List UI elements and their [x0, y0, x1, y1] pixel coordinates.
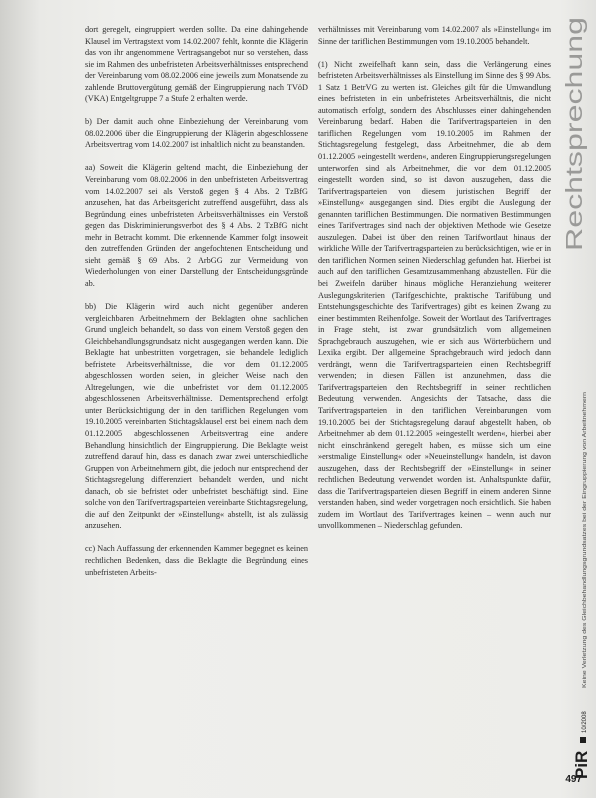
issue-label: 10/2008: [582, 711, 588, 733]
paragraph: b) Der damit auch ohne Einbeziehung der Vereinbarung vom 08.02.2006 über die Eingruppierung der Klägerin abgeschlossene Arbeitsvertrag vom 14.02.2007 ist inhaltlich nicht zu beanstanden.: [85, 117, 308, 150]
paragraph: dort geregelt, eingruppiert werden sollte. Da eine dahingehende Klausel im Vertragstext vom 14.02.2007 fehlt, konnte die Klägerin das von ihr angenommene Vertragsangebot nur so verstehen, dass sie im Rahmen des unbefristeten Arbeitsverhältnisses entsprechend der Vereinbarung vom 08.02.2006 eine jeweils zum Monatsende zu zahlende Bruttovergütung gemäß der Eingruppierung nach TVöD (VKA) Entgeltgruppe 7 a Stufe 2 erhalten werde.: [85, 25, 308, 104]
brand-square-icon: [580, 737, 586, 743]
section-rubric-text: Rechtsprechung: [561, 83, 587, 251]
journal-brand: [566, 693, 592, 781]
paragraph: bb) Die Klägerin wird auch nicht gegenüber anderen vergleichbaren Arbeitnehmern der Beklagten ohne sachlichen Grund ungleich behandelt, so dass von einem Verstoß gegen den Gleichbehandlungsgrundsatz nicht ausgegangen werden kann. Die Beklagte hat unbestritten vorgetragen, sie behandele lediglich befristete Arbeitsverhältnisse, die vor dem 01.12.2005 abgeschlossen worden seien, in gleicher Weise nach den Altregelungen, wie die unbefristet vor dem 01.12.2005 abgeschlossenen Arbeitsverhältnisse. Dementsprechend erfolgt unter Berücksichtigung der in den tariflichen Regelungen vom 19.10.2005 vereinbarten Stichtagsklausel erst bei einem nach dem 01.12.2005 abgeschlossenen Arbeitsvertrag eine andere Behandlung hinsichtlich der Eingruppierung. Die Beklagte weist zutreffend darauf hin, dass es danach zwar zwei unterschiedliche Gruppen von Arbeitnehmern gibt, die jedoch nur entsprechend der Stichtagsregelung differenziert behandelt werden, und nicht danach, ob sie befristet oder unbefristet beschäftigt sind. Eine solche von den Tarifvertragsparteien vereinbarte Stichtagsregelung, die auf den Zeitpunkt der »Einstellung« abstellt, ist als zulässig anzusehen.: [85, 301, 308, 531]
section-rubric: [558, 13, 588, 253]
left-column: [85, 24, 308, 578]
paragraph: aa) Soweit die Klägerin geltend macht, die Einbeziehung der Vereinbarung vom 08.02.2006 in den unbefristeten Arbeitsvertrag vom 14.02.2007 sei als Verstoß gegen § 4 Abs. 2 TzBfG anzusehen, hat das Arbeitsgericht zutreffend ausgeführt, dass als Begründung eines unbefristeten Arbeitsverhältnisses ein Verstoß gegen das Diskriminierungsverbot des § 4 Abs. 2 TzBfG nicht mehr in Betracht kommt. Die erkennende Kammer folgt insoweit den zutreffenden Gründen der angefochtenen Entscheidung und sieht gemäß § 69 Abs. 2 ArbGG zur Vermeidung von Wiederholungen von einer Darstellung der Entscheidungsgründe ab.: [85, 163, 308, 288]
paragraph: (1) Nicht zweifelhaft kann sein, dass die Verlängerung eines befristeten Arbeitsverhältnisses als Einstellung im Sinne des § 99 Abs. 1 Satz 1 BetrVG zu werten ist. Gleiches gilt für die Umwandlung eines befristeten in ein unbefristetes Arbeitsverhältnis, die nicht automatisch erfolgt, sondern des Abschlusses einer dahingehenden Vereinbarung bedarf. Haben die Tarifvertragsparteien in den tariflichen Regelungen vom 19.10.2005 im Rahmen der Stichtagsregelung festgelegt, dass Arbeitnehmer, die ab dem 01.12.2005 »eingestellt werden«, anderen Eingruppierungsregelungen unterworfen sind als Arbeitnehmer, die vor dem 01.12.2005 eingestellt worden sind, so ist davon auszugehen, dass die Tarifvertragsparteien von diesem juristischen Begriff der »Einstellung« ausgegangen sind. Dies ergibt die Auslegung der genannten tariflichen Bestimmungen. Die normativen Bestimmungen eines Tarifvertrages sind nach der objektiven Methode wie Gesetze auszulegen. Dabei ist über den reinen Tarifwortlaut hinaus der wirkliche Wille der Tarifvertragsparteien zu berücksichtigen, wie er in den tariflichen Normen seinen Niederschlag gefunden hat. Hierbei ist auch auf den tariflichen Gesamtzusammenhang abzustellen. Für die bei Zweifeln darüber hinaus mögliche Heranziehung weiterer Auslegungskriterien (Tarifgeschichte, praktische Tarifübung und Entstehungsgeschichte des Tarifvertrages) gibt es keinen Zwang zu einer bestimmten Reihenfolge. Soweit der Wortlaut des Tarifvertrages in Frage steht, ist zwar grundsätzlich vom allgemeinen Sprachgebrauch auszugehen, wie er sich aus Wörterbüchern und Lexika ergibt. Der allgemeine Sprachgebrauch wird jedoch dann verdrängt, wenn die Tarifvertragsparteien einen Rechtsbegriff verwenden; in diesen Fällen ist anzunehmen, dass die Tarifvertragsparteien den Rechtsbegriff in seiner rechtlichen Bedeutung verwenden. Angesichts der Tatsache, dass die Tarifvertragsparteien in den tariflichen Vereinbarungen vom 19.10.2005 bei der Stichtagsregelung darauf abgestellt haben, ob Arbeitnehmer ab dem 01.12.2005 »eingestellt werden«, hierbei aber nicht einschränkend geregelt haben, es müsse sich um eine »erstmalige Einstellung« oder »Neueinstellung« handeln, ist davon auszugehen, dass der Rechtsbegriff der »Einstellung« in seiner rechtlichen Bedeutung verwendet worden ist. Anhaltspunkte dafür, dass die Tarifvertragsparteien diesen Begriff in einem anderen Sinne verstanden haben, sind weder vorgetragen noch ersichtlich. Sie haben zudem im Wortlaut des Tarifvertrages keinen – wenn auch nur unvollkommenen – Niederschlag gefunden.: [318, 59, 551, 531]
running-side-caption: [579, 390, 589, 690]
side-caption-text: Keine Verletzung des Gleichbehandlungsgrundsatzes bei der Eingruppierung von Arbeitnehmern: [582, 448, 588, 688]
page-number: 497: [565, 774, 582, 785]
paragraph: cc) Nach Auffassung der erkennenden Kammer begegnet es keinen rechtlichen Bedenken, dass die Beklagte die Begründung eines unbefristeten Arbeits-: [85, 544, 308, 577]
right-column: [318, 24, 551, 532]
brand-logo: PiR: [572, 750, 591, 779]
paragraph: verhältnisses mit Vereinbarung vom 14.02.2007 als »Einstellung« im Sinne der tariflichen Bestimmungen vom 19.10.2005 behandelt.: [318, 25, 551, 46]
